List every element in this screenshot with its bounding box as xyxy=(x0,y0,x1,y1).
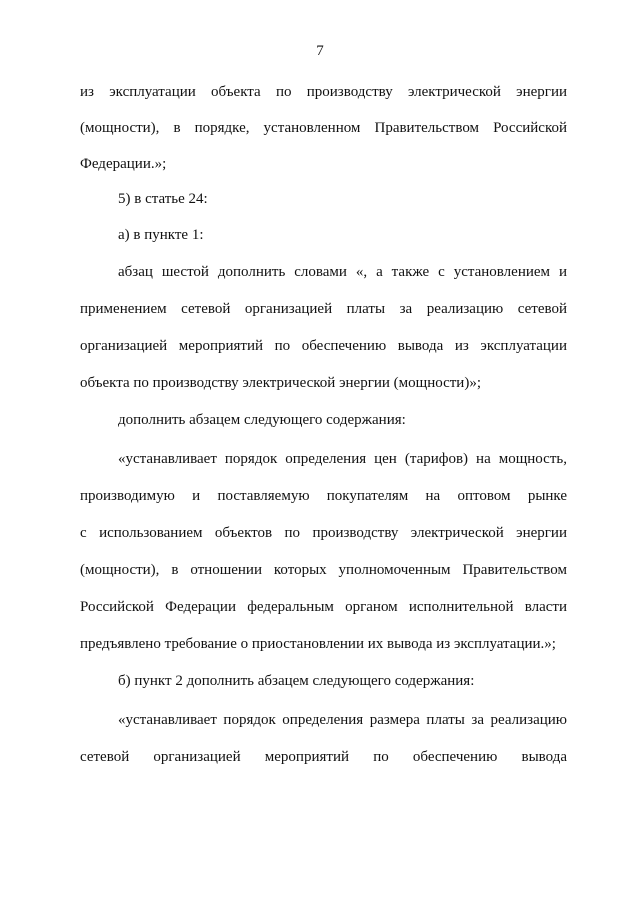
text-line: б) пункт 2 дополнить абзацем следующего содержания: xyxy=(118,673,475,689)
text-line: сетевой организацией мероприятий по обеспечению вывода xyxy=(80,749,567,765)
text-line: объекта по производству электрической энергии (мощности)»; xyxy=(80,375,482,391)
text-line: из эксплуатации объекта по производству электрической энергии xyxy=(80,84,567,100)
text-line: (мощности), в порядке, установленном Правительством Российской xyxy=(80,120,567,136)
text-line: применением сетевой организацией платы за реализацию сетевой xyxy=(80,301,567,317)
text-line: организацией мероприятий по обеспечению вывода из эксплуатации xyxy=(80,338,567,354)
text-line: предъявлено требование о приостановлении их вывода из эксплуатации.»; xyxy=(80,636,556,652)
page-number: 7 xyxy=(316,43,324,59)
text-line: а) в пункте 1: xyxy=(118,227,204,243)
text-line: абзац шестой дополнить словами «, а также с установлением и xyxy=(118,264,567,280)
text-line: Федерации.»; xyxy=(80,156,167,172)
text-line: производимую и поставляемую покупателям на оптовом рынке xyxy=(80,488,567,504)
text-line: Российской Федерации федеральным органом исполнительной власти xyxy=(80,599,567,615)
text-line: «устанавливает порядок определения размера платы за реализацию xyxy=(118,712,567,728)
text-line: дополнить абзацем следующего содержания: xyxy=(118,412,406,428)
text-line: (мощности), в отношении которых уполномоченным Правительством xyxy=(80,562,567,578)
text-line: 5) в статье 24: xyxy=(118,191,208,207)
text-line: с использованием объектов по производству электрической энергии xyxy=(80,525,567,541)
text-line: «устанавливает порядок определения цен (тарифов) на мощность, xyxy=(118,451,567,467)
